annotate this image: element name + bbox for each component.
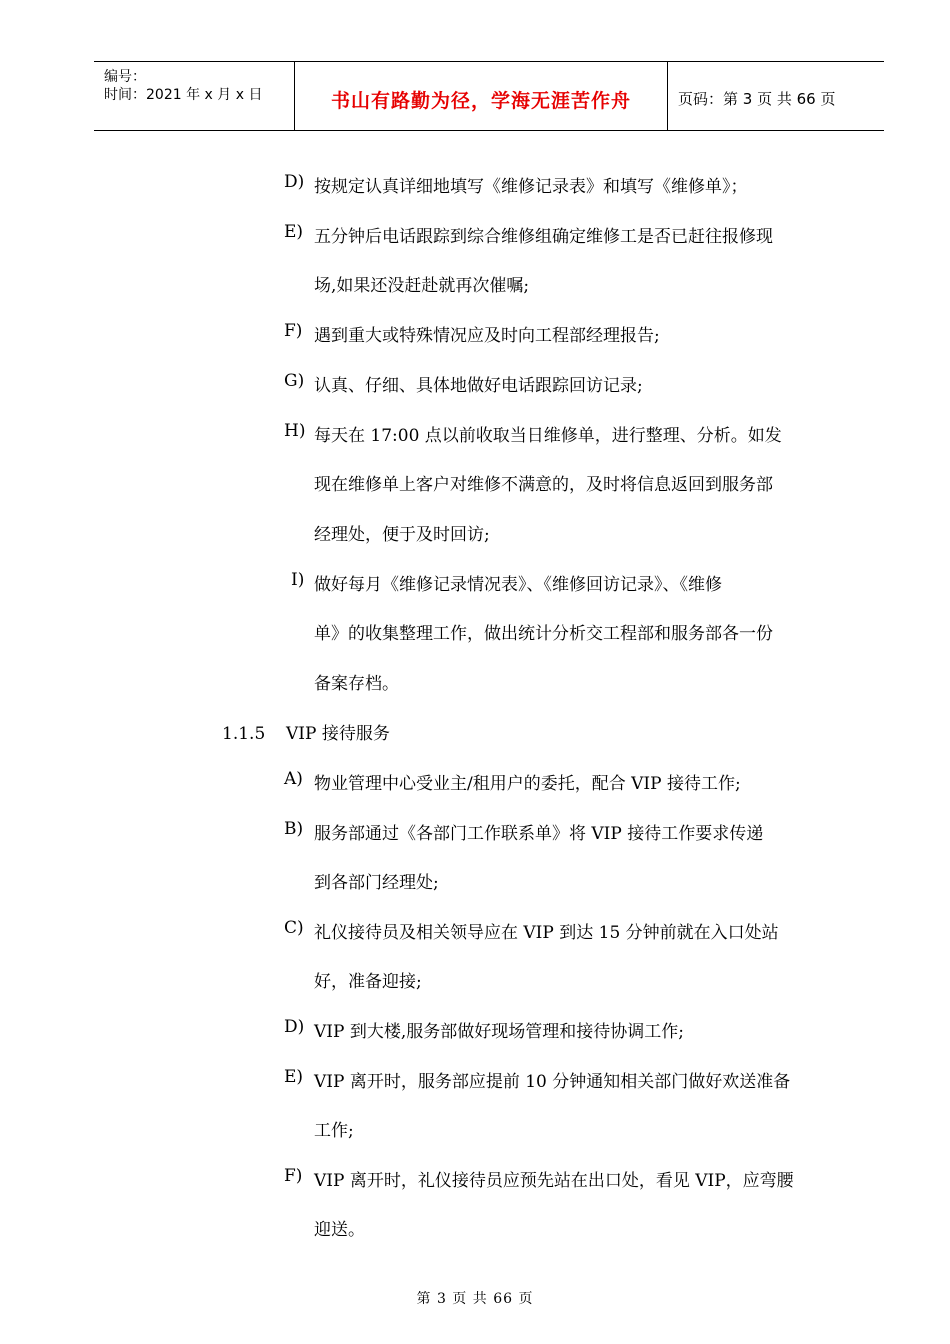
item-marker: A)	[284, 769, 303, 789]
item-marker: E)	[284, 222, 304, 242]
item-text: 备案存档。	[314, 674, 399, 694]
document-time-label: 时间：2021 年 x 月 x 日	[104, 87, 263, 103]
item-text: 遇到重大或特殊情况应及时向工程部经理报告;	[314, 326, 660, 346]
item-marker: F)	[284, 321, 303, 341]
item-text: 按规定认真详细地填写《维修记录表》和填写《维修单》；	[314, 177, 748, 197]
document-number-label: 编号：	[104, 69, 146, 85]
item-text: 五分钟后电话跟踪到综合维修组确定维修工是否已赶往报修现	[314, 227, 773, 247]
item-text: VIP 离开时，服务部应提前 10 分钟通知相关部门做好欢送准备	[314, 1072, 791, 1092]
item-text: 到各部门经理处;	[314, 873, 439, 893]
header-motto: 书山有路勤为径，学海无涯苦作舟	[330, 90, 631, 112]
item-marker: C)	[284, 918, 304, 938]
item-text: 物业管理中心受业主/租用户的委托，配合 VIP 接待工作;	[314, 774, 741, 794]
section-number: 1.1.5	[222, 724, 266, 744]
item-text: 迎送。	[314, 1220, 365, 1240]
item-text: 工作;	[314, 1121, 354, 1141]
item-text: 场,如果还没赶赴就再次催嘱;	[314, 276, 530, 296]
item-marker: E)	[284, 1067, 304, 1087]
header-page-info: 页码：第 3 页 共 66 页	[678, 90, 836, 108]
item-text: 认真、仔细、具体地做好电话跟踪回访记录;	[314, 376, 643, 396]
section-heading	[222, 719, 390, 744]
item-text: 单》的收集整理工作，做出统计分析交工程部和服务部各一份	[314, 624, 773, 644]
item-text: 每天在 17:00 点以前收取当日维修单，进行整理、分析。如发	[314, 426, 782, 446]
section-title: VIP 接待服务	[286, 724, 390, 744]
page-footer: 第 3 页 共 66 页	[416, 1291, 534, 1307]
item-marker: F)	[284, 1166, 303, 1186]
item-text: 服务部通过《各部门工作联系单》将 VIP 接待工作要求传递	[314, 824, 764, 844]
item-text: 经理处，便于及时回访;	[314, 525, 490, 545]
item-text: VIP 到大楼,服务部做好现场管理和接待协调工作;	[314, 1022, 684, 1042]
item-marker: D)	[284, 1017, 305, 1037]
item-marker: B)	[284, 819, 304, 839]
item-text: VIP 离开时，礼仪接待员应预先站在出口处，看见 VIP，应弯腰	[314, 1171, 794, 1191]
item-text: 现在维修单上客户对维修不满意的，及时将信息返回到服务部	[314, 475, 773, 495]
item-text: 礼仪接待员及相关领导应在 VIP 到达 15 分钟前就在入口处站	[314, 923, 779, 943]
item-marker: I)	[291, 570, 305, 590]
item-marker: D)	[284, 172, 305, 192]
item-marker: H)	[284, 421, 306, 441]
item-text: 做好每月《维修记录情况表》、《维修回访记录》、《维修	[314, 575, 722, 595]
item-text: 好，准备迎接;	[314, 972, 422, 992]
item-marker: G)	[284, 371, 305, 391]
